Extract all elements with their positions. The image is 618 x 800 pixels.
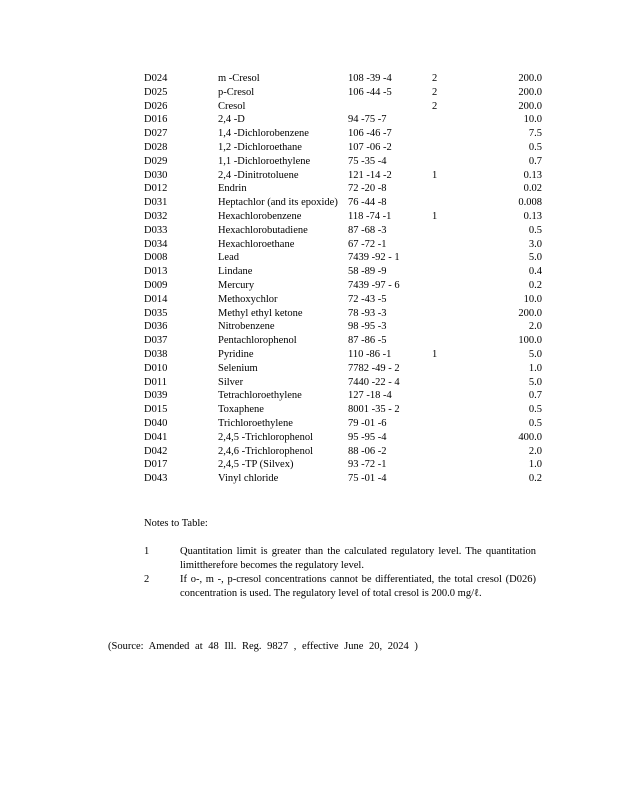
contaminant-name: p-Cresol xyxy=(218,86,255,98)
cas-number: 87 -86 -5 xyxy=(348,335,387,347)
table-row xyxy=(144,431,542,445)
cas-number: 107 -06 -2 xyxy=(348,141,392,153)
contaminant-name: Endrin xyxy=(218,183,247,195)
note-ref xyxy=(432,362,472,376)
table-row xyxy=(144,362,542,376)
waste-code: D015 xyxy=(144,404,168,416)
note-ref xyxy=(432,320,472,334)
contaminant-name: Silver xyxy=(218,376,244,388)
regulatory-level: 1.0 xyxy=(528,362,542,374)
note-2-text: If o-, m -, p-cresol concentrations cannot be differentiated, the total cresol (D026) concentration is used. The regulatory level of total cresol is 200.0 mg/ℓ. xyxy=(180,574,536,599)
table-row xyxy=(144,238,542,252)
contaminant-name: Lead xyxy=(218,252,239,264)
cas-number: 79 -01 -6 xyxy=(348,417,387,429)
regulatory-level: 3.0 xyxy=(528,238,542,250)
note-ref xyxy=(432,141,472,155)
cas-number: 118 -74 -1 xyxy=(348,210,392,222)
note-ref xyxy=(432,251,472,265)
cas-number: 72 -43 -5 xyxy=(348,293,387,305)
regulatory-level: 2.0 xyxy=(528,445,542,457)
table-row xyxy=(144,86,542,100)
waste-code: D016 xyxy=(144,114,168,126)
table-row xyxy=(144,196,542,210)
note-ref xyxy=(432,403,472,417)
cas-number: 75 -01 -4 xyxy=(348,473,387,485)
note-ref xyxy=(432,155,472,169)
contaminant-name: 1,1 -Dichloroethylene xyxy=(218,155,311,167)
regulatory-level: 10.0 xyxy=(523,114,542,126)
waste-code: D013 xyxy=(144,266,168,278)
contaminant-name: Trichloroethylene xyxy=(218,417,293,429)
regulatory-level: 7.5 xyxy=(528,128,542,140)
cas-number: 8001 -35 - 2 xyxy=(348,404,400,416)
cas-number: 94 -75 -7 xyxy=(348,114,387,126)
note-ref xyxy=(432,458,472,472)
regulatory-level: 0.2 xyxy=(528,279,542,291)
table-row xyxy=(144,293,542,307)
regulatory-level: 0.4 xyxy=(528,266,542,278)
waste-code: D033 xyxy=(144,224,168,236)
table-row xyxy=(144,348,542,362)
waste-code: D026 xyxy=(144,100,168,112)
note-ref xyxy=(432,472,472,486)
contaminant-name: Toxaphene xyxy=(218,404,264,416)
waste-code: D010 xyxy=(144,362,168,374)
note-ref xyxy=(432,113,472,127)
note-ref: 2 xyxy=(432,73,438,84)
cas-number: 7782 -49 - 2 xyxy=(348,362,400,374)
waste-code: D038 xyxy=(144,348,168,360)
contaminant-table xyxy=(144,72,542,486)
table-row xyxy=(144,279,542,293)
contaminant-name: 2,4,6 -Trichlorophenol xyxy=(218,445,313,457)
contaminant-name: 2,4 -Dinitrotoluene xyxy=(218,169,299,181)
waste-code: D043 xyxy=(144,473,168,485)
table-row xyxy=(144,251,542,265)
cas-number: 127 -18 -4 xyxy=(348,390,392,402)
waste-code: D039 xyxy=(144,390,168,402)
regulatory-level: 10.0 xyxy=(523,293,542,305)
note-ref xyxy=(432,224,472,238)
cas-number: 7439 -97 - 6 xyxy=(348,279,400,291)
waste-code: D024 xyxy=(144,73,168,84)
waste-code: D014 xyxy=(144,293,168,305)
note-2-number: 2 xyxy=(144,574,150,585)
cas-number: 67 -72 -1 xyxy=(348,238,387,250)
cas-number: 95 -95 -4 xyxy=(348,431,387,443)
regulatory-level: 0.13 xyxy=(523,210,542,222)
note-ref xyxy=(432,445,472,459)
table-row xyxy=(144,169,542,183)
contaminant-name: Mercury xyxy=(218,279,255,291)
cas-number: 76 -44 -8 xyxy=(348,197,387,209)
table-row xyxy=(144,127,542,141)
waste-code: D009 xyxy=(144,279,168,291)
cas-number: 58 -89 -9 xyxy=(348,266,387,278)
contaminant-name: Nitrobenzene xyxy=(218,321,275,333)
table-row xyxy=(144,334,542,348)
waste-code: D040 xyxy=(144,417,168,429)
regulatory-level: 200.0 xyxy=(518,100,542,112)
contaminant-name: Tetrachloroethylene xyxy=(218,390,302,402)
note-1-text: Quantitation limit is greater than the calculated regulatory level. The quantitation limittherefore becomes the regulatory level. xyxy=(180,546,536,571)
cas-number: 7440 -22 - 4 xyxy=(348,376,400,388)
contaminant-name: m -Cresol xyxy=(218,73,260,84)
regulatory-level: 200.0 xyxy=(518,86,542,98)
table-row xyxy=(144,113,542,127)
waste-code: D041 xyxy=(144,431,168,443)
note-1-number: 1 xyxy=(144,546,150,557)
table-row xyxy=(144,320,542,334)
waste-code: D011 xyxy=(144,376,167,388)
regulatory-level: 0.7 xyxy=(528,155,542,167)
table-row xyxy=(144,389,542,403)
contaminant-name: 2,4,5 -TP (Silvex) xyxy=(218,459,294,471)
contaminant-name: Hexachlorobutadiene xyxy=(218,224,308,236)
note-ref xyxy=(432,293,472,307)
table-row xyxy=(144,458,542,472)
waste-code: D008 xyxy=(144,252,168,264)
cas-number: 110 -86 -1 xyxy=(348,348,392,360)
cas-number: 87 -68 -3 xyxy=(348,224,387,236)
note-ref xyxy=(432,431,472,445)
note-ref xyxy=(432,389,472,403)
cas-number: 106 -44 -5 xyxy=(348,86,392,98)
contaminant-name: Hexachlorobenzene xyxy=(218,210,302,222)
regulatory-level: 200.0 xyxy=(518,307,542,319)
table-row xyxy=(144,72,542,86)
table-row xyxy=(144,100,542,114)
note-ref xyxy=(432,127,472,141)
cas-number: 78 -93 -3 xyxy=(348,307,387,319)
regulatory-level: 0.5 xyxy=(528,224,542,236)
cas-number xyxy=(348,100,432,114)
contaminant-name: Vinyl chloride xyxy=(218,473,279,485)
contaminant-name: Methoxychlor xyxy=(218,293,278,305)
regulatory-level: 5.0 xyxy=(528,376,542,388)
table-row xyxy=(144,307,542,321)
table-row xyxy=(144,417,542,431)
note-ref xyxy=(432,376,472,390)
regulatory-level: 200.0 xyxy=(518,73,542,84)
cas-number: 72 -20 -8 xyxy=(348,183,387,195)
note-ref: 1 xyxy=(432,169,438,181)
regulatory-level: 5.0 xyxy=(528,348,542,360)
waste-code: D031 xyxy=(144,197,168,209)
waste-code: D030 xyxy=(144,169,168,181)
contaminant-name: 2,4,5 -Trichlorophenol xyxy=(218,431,313,443)
cas-number: 121 -14 -2 xyxy=(348,169,392,181)
contaminant-name: 1,4 -Dichlorobenzene xyxy=(218,128,309,140)
table-row xyxy=(144,155,542,169)
regulatory-level: 0.5 xyxy=(528,141,542,153)
table-row xyxy=(144,210,542,224)
table-row xyxy=(144,182,542,196)
waste-code: D025 xyxy=(144,86,168,98)
cas-number: 75 -35 -4 xyxy=(348,155,387,167)
note-ref: 1 xyxy=(432,210,438,222)
contaminant-name: Cresol xyxy=(218,100,246,112)
contaminant-name: Hexachloroethane xyxy=(218,238,295,250)
cas-number: 108 -39 -4 xyxy=(348,73,392,84)
contaminant-name: Methyl ethyl ketone xyxy=(218,307,303,319)
note-ref xyxy=(432,279,472,293)
contaminant-table-body xyxy=(144,72,542,486)
waste-code: D037 xyxy=(144,335,168,347)
regulatory-level: 0.13 xyxy=(523,169,542,181)
note-ref: 2 xyxy=(432,100,438,112)
regulatory-level: 100.0 xyxy=(518,335,542,347)
cas-number: 93 -72 -1 xyxy=(348,459,387,471)
note-ref xyxy=(432,182,472,196)
waste-code: D029 xyxy=(144,155,168,167)
table-row xyxy=(144,224,542,238)
waste-code: D028 xyxy=(144,141,168,153)
contaminant-name: 2,4 -D xyxy=(218,114,245,126)
table-row xyxy=(144,376,542,390)
regulatory-level: 1.0 xyxy=(528,459,542,471)
waste-code: D027 xyxy=(144,128,168,140)
contaminant-name: Lindane xyxy=(218,266,253,278)
table-row xyxy=(144,472,542,486)
cas-number: 98 -95 -3 xyxy=(348,321,387,333)
notes-title: Notes to Table: xyxy=(144,518,208,529)
table-row xyxy=(144,141,542,155)
table-row xyxy=(144,265,542,279)
regulatory-level: 2.0 xyxy=(528,321,542,333)
regulatory-level: 0.2 xyxy=(528,473,542,485)
contaminant-name: Selenium xyxy=(218,362,258,374)
note-ref xyxy=(432,238,472,252)
note-ref xyxy=(432,334,472,348)
note-ref xyxy=(432,265,472,279)
table-row xyxy=(144,445,542,459)
note-ref xyxy=(432,307,472,321)
regulatory-level: 0.008 xyxy=(518,197,542,209)
waste-code: D034 xyxy=(144,238,168,250)
note-ref: 1 xyxy=(432,348,438,360)
contaminant-name: Pyridine xyxy=(218,348,254,360)
cas-number: 88 -06 -2 xyxy=(348,445,387,457)
waste-code: D035 xyxy=(144,307,168,319)
note-ref: 2 xyxy=(432,86,438,98)
waste-code: D042 xyxy=(144,445,168,457)
cas-number: 7439 -92 - 1 xyxy=(348,252,400,264)
source-citation: (Source: Amended at 48 Ill. Reg. 9827 , effective June 20, 2024 ) xyxy=(108,641,418,652)
regulatory-level: 5.0 xyxy=(528,252,542,264)
waste-code: D032 xyxy=(144,210,168,222)
regulatory-level: 400.0 xyxy=(518,431,542,443)
table-row xyxy=(144,403,542,417)
waste-code: D017 xyxy=(144,459,168,471)
contaminant-name: 1,2 -Dichloroethane xyxy=(218,141,302,153)
note-ref xyxy=(432,417,472,431)
cas-number: 106 -46 -7 xyxy=(348,128,392,140)
waste-code: D036 xyxy=(144,321,168,333)
regulatory-level: 0.02 xyxy=(523,183,542,195)
regulatory-level: 0.7 xyxy=(528,390,542,402)
contaminant-name: Pentachlorophenol xyxy=(218,335,297,347)
waste-code: D012 xyxy=(144,183,168,195)
note-ref xyxy=(432,196,472,210)
regulatory-level: 0.5 xyxy=(528,417,542,429)
contaminant-name: Heptachlor (and its epoxide) xyxy=(218,197,338,209)
regulatory-level: 0.5 xyxy=(528,404,542,416)
